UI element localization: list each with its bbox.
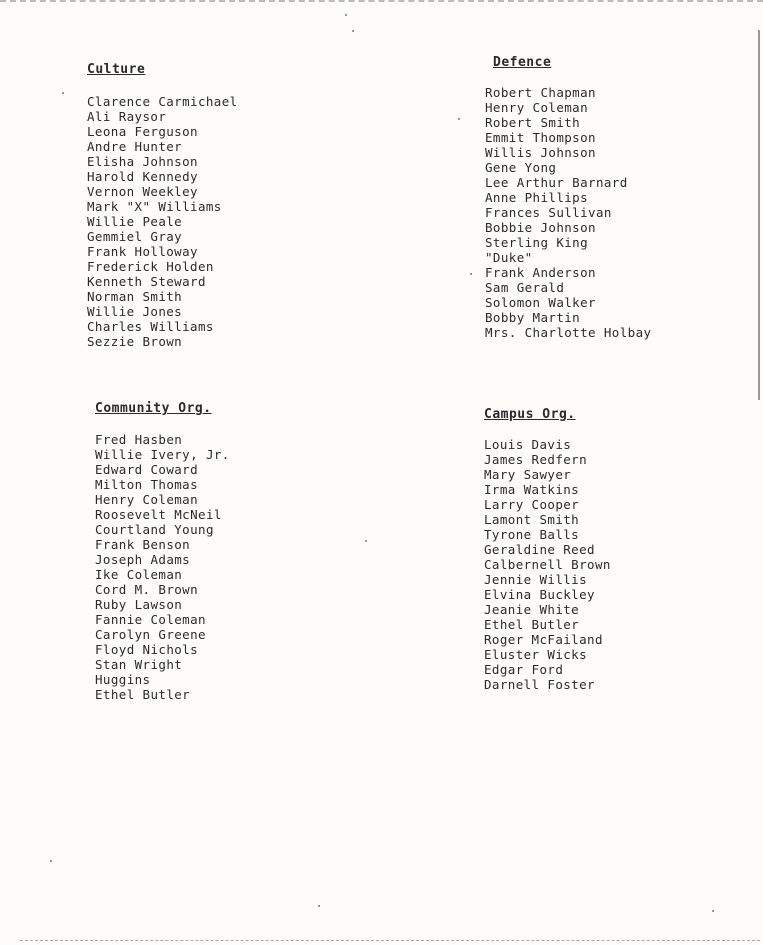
name-entry: Clarence Carmichael bbox=[87, 94, 238, 109]
name-entry: Cord M. Brown bbox=[95, 582, 199, 597]
name-entry: Ethel Butler bbox=[95, 687, 191, 702]
name-entry: Ethel Butler bbox=[484, 617, 580, 632]
name-entry: Bobbie Johnson bbox=[485, 220, 596, 235]
name-entry: Stan Wright bbox=[95, 657, 183, 672]
name-entry: Jeanie White bbox=[484, 602, 580, 617]
name-entry: Frank Anderson bbox=[485, 265, 596, 280]
paper-speck bbox=[352, 30, 354, 32]
name-entry: Elvina Buckley bbox=[484, 587, 595, 602]
name-entry: Robert Smith bbox=[485, 115, 581, 130]
name-entry: Willie Ivery, Jr. bbox=[95, 447, 230, 462]
name-entry: Sam Gerald bbox=[485, 280, 565, 295]
name-entry: Roger McFailand bbox=[484, 632, 603, 647]
name-entry: Kenneth Steward bbox=[87, 274, 206, 289]
campus-org-section bbox=[484, 407, 611, 692]
name-entry: "Duke" bbox=[485, 250, 533, 265]
name-entry: Lee Arthur Barnard bbox=[485, 175, 628, 190]
name-entry: Elisha Johnson bbox=[87, 154, 198, 169]
name-entry: Andre Hunter bbox=[87, 139, 183, 154]
name-entry: Norman Smith bbox=[87, 289, 183, 304]
name-entry: Willis Johnson bbox=[485, 145, 596, 160]
paper-speck bbox=[365, 540, 367, 542]
community-org-section bbox=[95, 401, 230, 702]
name-entry: Mrs. Charlotte Holbay bbox=[485, 325, 652, 340]
paper-speck bbox=[318, 905, 320, 907]
name-entry: Mark "X" Williams bbox=[87, 199, 222, 214]
name-entry: Eluster Wicks bbox=[484, 647, 588, 662]
name-entry: Floyd Nichols bbox=[95, 642, 199, 657]
name-entry: Frances Sullivan bbox=[485, 205, 612, 220]
name-entry: Robert Chapman bbox=[485, 85, 596, 100]
page-top-edge bbox=[0, 0, 763, 5]
name-entry: Mary Sawyer bbox=[484, 467, 572, 482]
name-entry: Sezzie Brown bbox=[87, 334, 183, 349]
name-entry: Solomon Walker bbox=[485, 295, 596, 310]
name-entry: Henry Coleman bbox=[95, 492, 199, 507]
name-entry: Courtland Young bbox=[95, 522, 214, 537]
name-entry: Gene Yong bbox=[485, 160, 557, 175]
name-entry: Lamont Smith bbox=[484, 512, 580, 527]
paper-speck bbox=[458, 118, 460, 120]
campus-org-name-list bbox=[484, 437, 611, 692]
paper-speck bbox=[712, 910, 714, 912]
name-entry: Willie Peale bbox=[87, 214, 183, 229]
name-entry: Ike Coleman bbox=[95, 567, 183, 582]
name-entry: Charles Williams bbox=[87, 319, 214, 334]
name-entry: Huggins bbox=[95, 672, 151, 687]
name-entry: Frank Benson bbox=[95, 537, 191, 552]
name-entry: Bobby Martin bbox=[485, 310, 581, 325]
culture-name-list bbox=[87, 94, 238, 349]
name-entry: Henry Coleman bbox=[485, 100, 589, 115]
page-bottom-edge bbox=[20, 940, 760, 941]
name-entry: Ali Raysor bbox=[87, 109, 167, 124]
name-entry: Geraldine Reed bbox=[484, 542, 595, 557]
community-org-heading: Community Org. bbox=[95, 401, 212, 416]
campus-org-heading: Campus Org. bbox=[484, 407, 576, 422]
name-entry: Roosevelt McNeil bbox=[95, 507, 222, 522]
name-entry: Frederick Holden bbox=[87, 259, 214, 274]
name-entry: Louis Davis bbox=[484, 437, 572, 452]
paper-speck bbox=[62, 92, 64, 94]
name-entry: Ruby Lawson bbox=[95, 597, 183, 612]
name-entry: Tyrone Balls bbox=[484, 527, 580, 542]
name-entry: Gemmiel Gray bbox=[87, 229, 183, 244]
culture-heading: Culture bbox=[87, 62, 146, 77]
name-entry: Edward Coward bbox=[95, 462, 199, 477]
name-entry: Willie Jones bbox=[87, 304, 183, 319]
name-entry: Fred Hasben bbox=[95, 432, 183, 447]
community-org-name-list bbox=[95, 432, 230, 702]
culture-section bbox=[87, 62, 238, 349]
paper-speck bbox=[345, 14, 347, 16]
name-entry: James Redfern bbox=[484, 452, 588, 467]
defence-heading: Defence bbox=[493, 55, 552, 70]
name-entry: Fannie Coleman bbox=[95, 612, 206, 627]
defence-name-list bbox=[485, 85, 651, 340]
name-entry: Vernon Weekley bbox=[87, 184, 198, 199]
name-entry: Harold Kennedy bbox=[87, 169, 198, 184]
page-right-edge bbox=[758, 30, 760, 400]
name-entry: Emmit Thompson bbox=[485, 130, 596, 145]
name-entry: Joseph Adams bbox=[95, 552, 191, 567]
defence-section bbox=[485, 55, 651, 340]
name-entry: Calbernell Brown bbox=[484, 557, 611, 572]
paper-speck bbox=[470, 273, 472, 275]
name-entry: Irma Watkins bbox=[484, 482, 580, 497]
name-entry: Sterling King bbox=[485, 235, 589, 250]
name-entry: Anne Phillips bbox=[485, 190, 589, 205]
name-entry: Larry Cooper bbox=[484, 497, 580, 512]
name-entry: Darnell Foster bbox=[484, 677, 595, 692]
name-entry: Carolyn Greene bbox=[95, 627, 206, 642]
name-entry: Milton Thomas bbox=[95, 477, 199, 492]
name-entry: Jennie Willis bbox=[484, 572, 588, 587]
paper-speck bbox=[50, 860, 52, 862]
name-entry: Leona Ferguson bbox=[87, 124, 198, 139]
name-entry: Edgar Ford bbox=[484, 662, 564, 677]
name-entry: Frank Holloway bbox=[87, 244, 198, 259]
